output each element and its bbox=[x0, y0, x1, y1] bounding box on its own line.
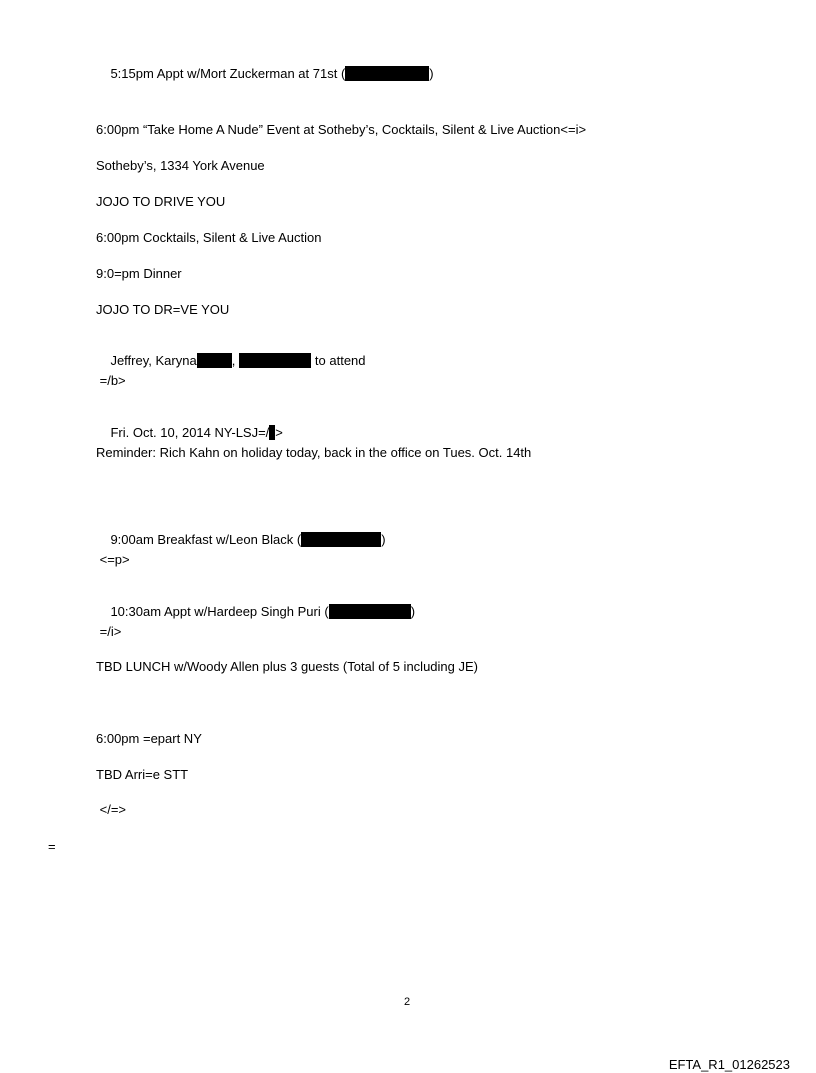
entry-depart: 6:00pm =epart NY bbox=[96, 731, 202, 746]
entry-zuckerman-appt bbox=[96, 50, 434, 98]
entry-text: to attend bbox=[311, 353, 366, 368]
bates-number: EFTA_R1_01262523 bbox=[668, 1057, 790, 1072]
entry-sothebys-address: Sotheby’s, 1334 York Avenue bbox=[96, 158, 265, 173]
entry-cocktails: 6:00pm Cocktails, Silent & Live Auction bbox=[96, 230, 322, 245]
stray-mark: = bbox=[48, 839, 56, 854]
entry-lunch: TBD LUNCH w/Woody Allen plus 3 guests (Total of 5 including JE) bbox=[96, 659, 478, 674]
entry-text: > bbox=[275, 425, 283, 440]
entry-text: 5:15pm Appt w/Mort Zuckerman at 71st ( bbox=[110, 66, 346, 81]
entry-text: Jeffrey, Karyna bbox=[110, 353, 197, 368]
redaction-box bbox=[239, 353, 311, 368]
entry-text: 10:30am Appt w/Hardeep Singh Puri ( bbox=[110, 604, 329, 619]
entry-dinner: 9:0=pm Dinner bbox=[96, 266, 182, 281]
entry-text: ) bbox=[429, 66, 434, 81]
entry-reminder: Reminder: Rich Kahn on holiday today, back in the office on Tues. Oct. 14th bbox=[96, 445, 532, 460]
entry-text: ) bbox=[381, 532, 386, 547]
redaction-box bbox=[345, 66, 429, 81]
entry-text: 9:00am Breakfast w/Leon Black ( bbox=[110, 532, 302, 547]
entry-driver-note: JOJO TO DRIVE YOU bbox=[96, 194, 226, 209]
page-number: 2 bbox=[404, 996, 411, 1008]
entry-markup-fragment: <=p> bbox=[96, 552, 130, 567]
entry-markup-fragment: =/i> bbox=[96, 624, 122, 639]
entry-driver-note-2: JOJO TO DR=VE YOU bbox=[96, 302, 230, 317]
entry-arrive: TBD Arri=e STT bbox=[96, 767, 189, 782]
entry-attendees bbox=[96, 337, 366, 385]
entry-text: , bbox=[231, 353, 236, 368]
entry-text: ) bbox=[410, 604, 416, 619]
redaction-box bbox=[301, 532, 381, 547]
entry-breakfast bbox=[96, 516, 386, 564]
entry-markup-fragment: </=> bbox=[96, 802, 126, 817]
entry-sothebys-event: 6:00pm “Take Home A Nude” Event at Sotheby’s, Cocktails, Silent & Live Auction<=i> bbox=[96, 122, 587, 137]
redaction-box bbox=[197, 353, 232, 368]
entry-puri-appt bbox=[96, 588, 415, 636]
entry-markup-fragment: =/b> bbox=[96, 373, 126, 388]
entry-text: Fri. Oct. 10, 2014 NY-LSJ=/ bbox=[110, 425, 270, 440]
redaction-box bbox=[329, 604, 411, 619]
